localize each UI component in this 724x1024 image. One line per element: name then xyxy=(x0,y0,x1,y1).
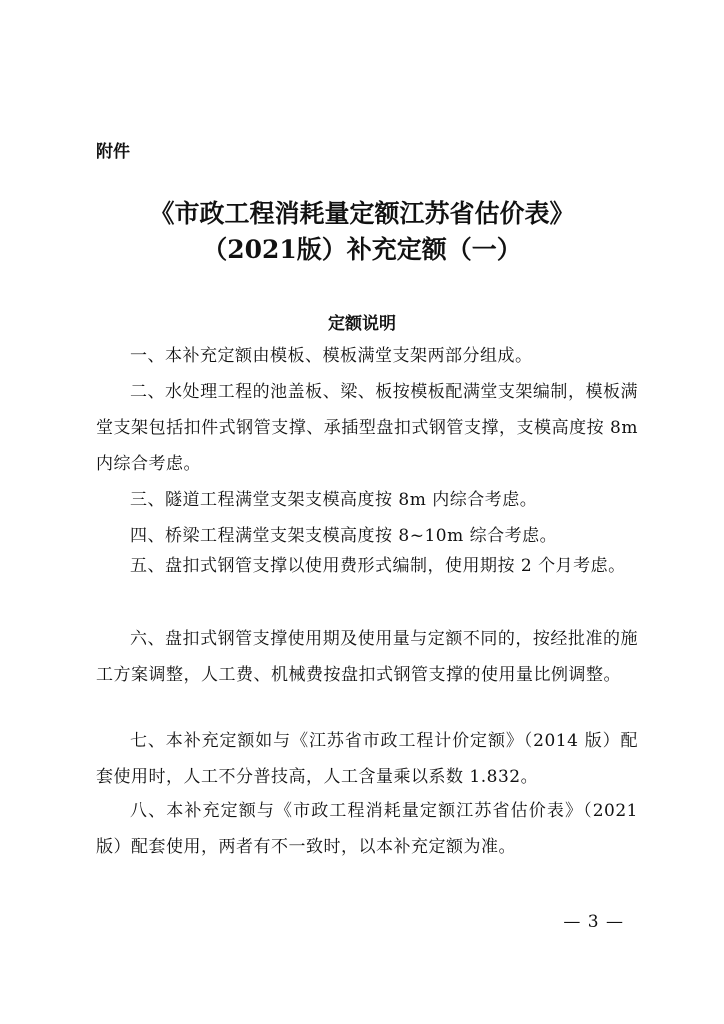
paragraph-8: 八、本补充定额与《市政工程消耗量定额江苏省估价表》（2021 版）配套使用，两者有不一致时，以本补充定额为准。 xyxy=(96,801,638,857)
paragraph-7: 七、本补充定额如与《江苏省市政工程计价定额》（2014 版）配套使用时，人工不分普技高，人工含量乘以系数 1.832。 xyxy=(96,731,638,787)
page-number: — 3 — xyxy=(563,912,624,932)
attachment-label: 附件 xyxy=(96,142,130,162)
document-title-line-1: 《市政工程消耗量定额江苏省估价表》 xyxy=(149,199,575,228)
paragraph-6: 六、盘扣式钢管支撑使用期及使用量与定额不同的，按经批准的施工方案调整，人工费、机械费按盘扣式钢管支撑的使用量比例调整。 xyxy=(96,629,638,685)
section-heading: 定额说明 xyxy=(328,314,396,334)
paragraph-4: 四、桥梁工程满堂支架支模高度按 8~10m 综合考虑。 xyxy=(130,526,558,546)
paragraph-1: 一、本补充定额由模板、模板满堂支架两部分组成。 xyxy=(130,346,533,366)
paragraph-2: 二、水处理工程的池盖板、梁、板按模板配满堂支架编制，模板满堂支架包括扣件式钢管支撑、承插型盘扣式钢管支撑，支模高度按 8m 内综合考虑。 xyxy=(96,382,638,474)
document-title-line-2: （2021版）补充定额（一） xyxy=(202,235,522,264)
paragraph-3: 三、隧道工程满堂支架支模高度按 8m 内综合考虑。 xyxy=(130,490,538,510)
paragraph-5: 五、盘扣式钢管支撑以使用费形式编制，使用期按 2 个月考虑。 xyxy=(130,556,626,576)
